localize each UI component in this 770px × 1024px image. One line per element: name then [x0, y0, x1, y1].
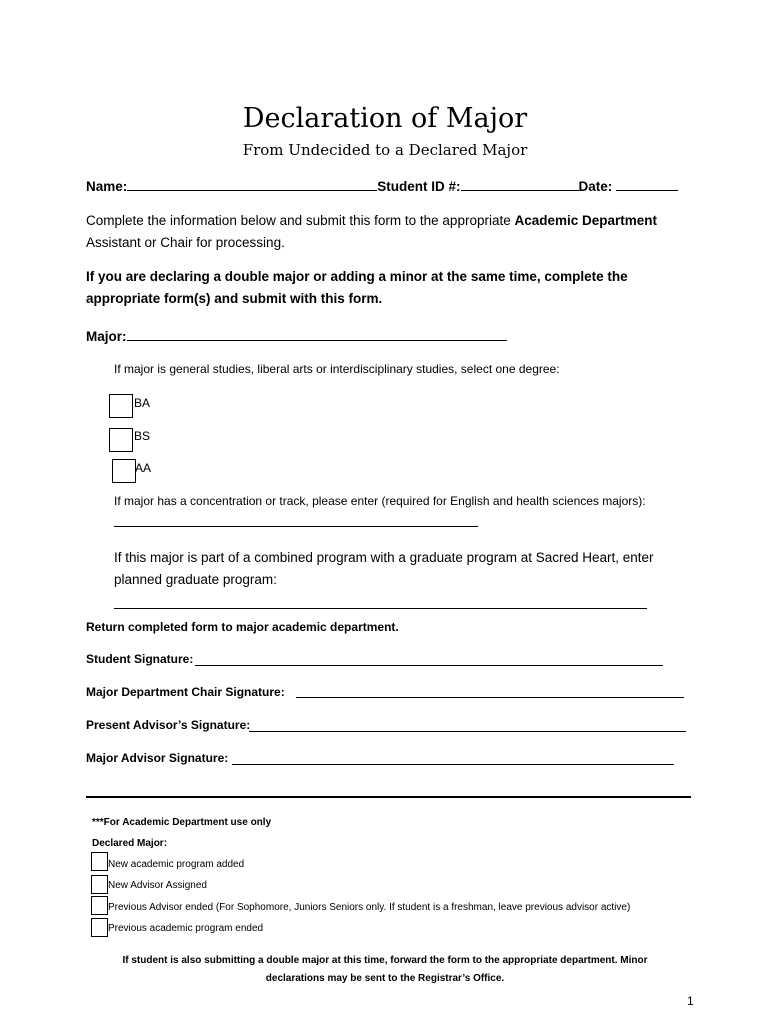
- chair-signature-field[interactable]: [296, 697, 684, 698]
- page-number: 1: [687, 994, 694, 1008]
- page-subtitle: From Undecided to a Declared Major: [242, 141, 528, 159]
- concentration-field[interactable]: [114, 526, 478, 527]
- office-item-1-label: New academic program added: [108, 859, 245, 870]
- office-item-4-label: Previous academic program ended: [108, 923, 264, 934]
- footer-line1: If student is also submitting a double major at this time, forward the form to the appropriate department. Minor: [122, 955, 648, 966]
- name-label: Name:: [86, 179, 128, 194]
- office-item-1-checkbox[interactable]: [91, 852, 108, 871]
- major-label: Major:: [86, 329, 127, 344]
- office-item-2-checkbox[interactable]: [91, 875, 108, 894]
- graduate-program-field[interactable]: [114, 608, 647, 609]
- double-major-note-line2: appropriate form(s) and submit with this form.: [86, 291, 383, 306]
- page-title: Declaration of Major: [242, 103, 528, 134]
- major-advisor-signature-field[interactable]: [232, 764, 674, 765]
- double-major-note-line1: If you are declaring a double major or adding a minor at the same time, complete the: [86, 269, 628, 284]
- major-field[interactable]: [127, 326, 507, 341]
- intro-text-continued: Assistant or Chair for processing.: [86, 235, 285, 250]
- intro-text: Complete the information below and submit this form to the appropriate: [86, 213, 515, 228]
- office-use-heading: ***For Academic Department use only: [92, 817, 272, 828]
- combined-prompt-line1: If this major is part of a combined program with a graduate program at Sacred Heart, enter: [114, 550, 654, 565]
- degree-prompt: If major is general studies, liberal arts or interdisciplinary studies, select one degree:: [114, 362, 560, 376]
- degree-bs-checkbox[interactable]: [109, 428, 133, 452]
- date-label: Date:: [578, 179, 613, 194]
- student-id-label: Student ID #:: [377, 179, 461, 194]
- declared-major-label: Declared Major:: [92, 838, 168, 849]
- major-advisor-signature-label: Major Advisor Signature:: [86, 751, 229, 765]
- combined-prompt-line2: planned graduate program:: [114, 572, 277, 587]
- present-advisor-signature-label: Present Advisor’s Signature:: [86, 718, 251, 732]
- concentration-prompt: If major has a concentration or track, please enter (required for English and health sciences majors):: [114, 494, 646, 508]
- office-item-2-label: New Advisor Assigned: [108, 880, 207, 891]
- name-row: [86, 176, 678, 198]
- student-signature-field[interactable]: [195, 665, 663, 666]
- chair-signature-label: Major Department Chair Signature:: [86, 685, 285, 699]
- footer-line2: declarations may be sent to the Registrar’s Office.: [265, 973, 505, 984]
- degree-bs-label: BS: [134, 429, 151, 443]
- office-item-3-checkbox[interactable]: [91, 896, 108, 915]
- intro-emphasis: Academic Department: [514, 213, 658, 228]
- office-item-4-checkbox[interactable]: [91, 918, 108, 937]
- return-note: Return completed form to major academic department.: [86, 620, 399, 634]
- degree-ba-label: BA: [134, 396, 151, 410]
- student-signature-label: Student Signature:: [86, 652, 194, 666]
- section-divider: [86, 796, 691, 798]
- name-field[interactable]: [127, 176, 377, 191]
- major-row: [86, 326, 507, 348]
- intro-paragraph: [86, 210, 657, 232]
- degree-ba-checkbox[interactable]: [109, 394, 133, 418]
- degree-aa-label: AA: [135, 461, 152, 475]
- degree-aa-checkbox[interactable]: [112, 459, 136, 483]
- office-item-3-label: Previous Advisor ended (For Sophomore, Juniors Seniors only. If student is a freshman, leave previous advisor active): [108, 902, 631, 913]
- present-advisor-signature-field[interactable]: [249, 731, 686, 732]
- date-field[interactable]: [616, 176, 678, 191]
- student-id-field[interactable]: [461, 176, 579, 191]
